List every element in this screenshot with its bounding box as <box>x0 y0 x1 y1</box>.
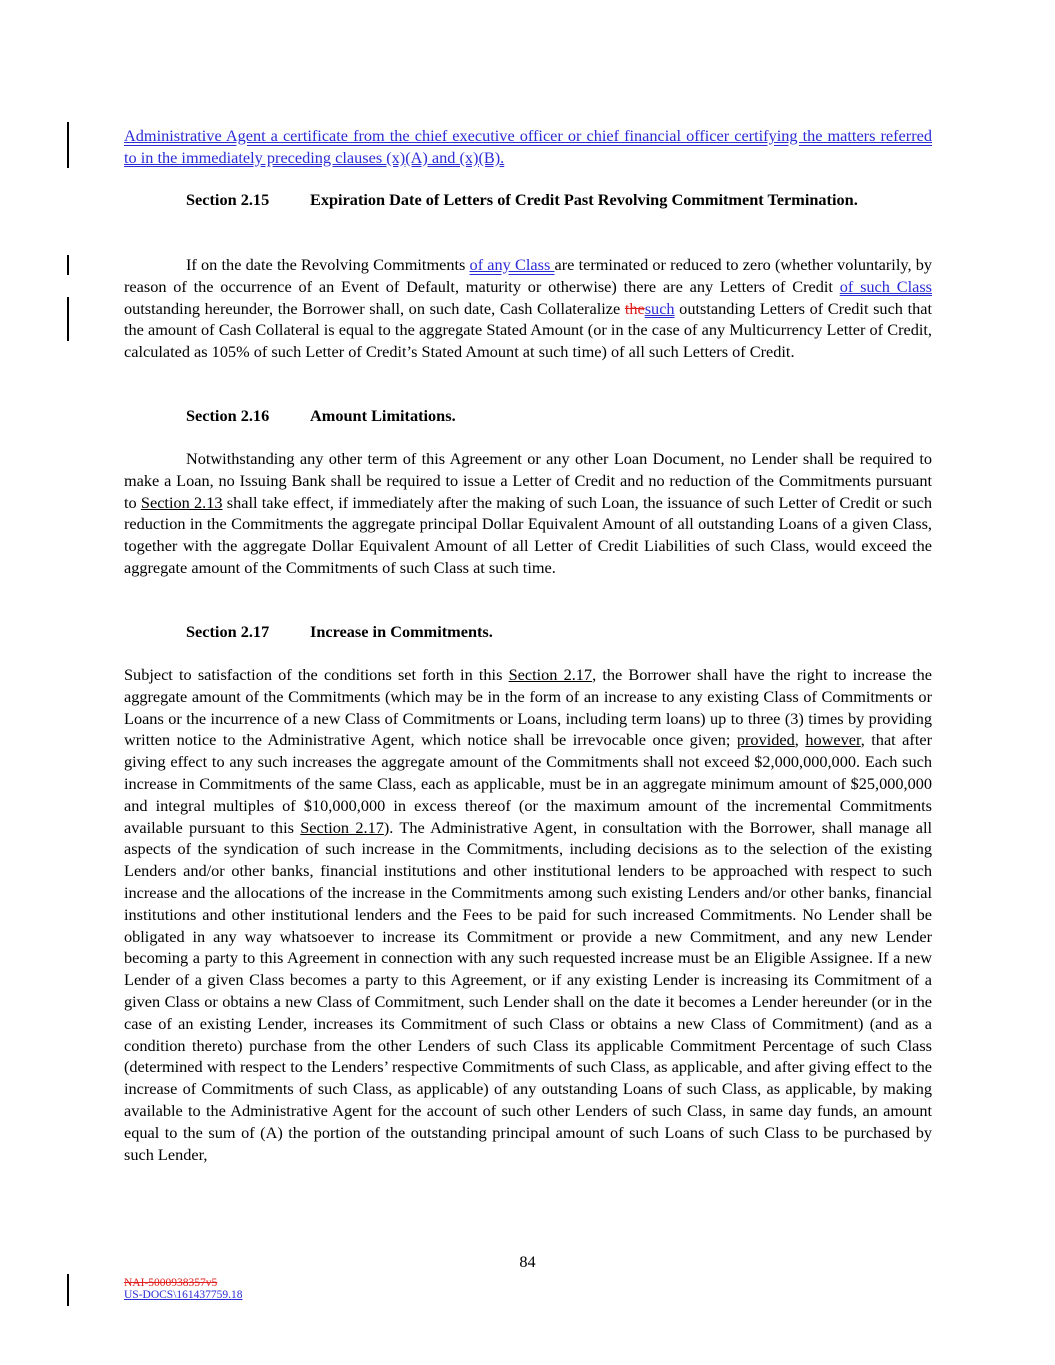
text: are terminated or reduced to zero (whether voluntarily, by reason of the occurrence of an Event of Default, maturity or otherwise) there are any Letters of Credit <box>124 255 932 296</box>
text: outstanding hereunder, the Borrower shall, on such date, Cash Collateralize <box>124 298 625 318</box>
cross-reference: Section 2.17 <box>508 665 593 684</box>
document-id-footer <box>124 1277 243 1301</box>
inserted-doc-id: US-DOCS\161437759.18 <box>124 1289 243 1301</box>
text: , <box>794 730 806 750</box>
section-heading-2-15 <box>186 189 932 211</box>
text: ). The Administrative Agent, in consultation with the Borrower, shall manage all aspects of the syndication of such increase in the Commitments, including decisions as to the selection of the existing Lenders and/or other banks, financial institutions and other institutional lenders to be approached with respect to such increase and the allocations of the increase in the Commitments among such existing Lenders and/or other banks, financial institutions and other institutional lenders and the Fees to be paid for such increased Commitments. No Lender shall be obligated in any way whatsoever to increase its Commitment or provide a new Commitment, and any new Lender becoming a party to this Agreement in connection with any such requested increase must be an Eligible Assignee. If a new Lender of a given Class becomes a party to this Agreement, or if any existing Lender is increasing its Commitment of a given Class or obtains a new Class of Commitment, such Lender shall on the date it becomes a Lender hereunder (or in the case of an existing Lender, increases its Commitment of such Class or obtains a new Class of Commitment) (and as a condition thereto) purchase from the other Lenders of such Class its applicable Commitment Percentage of such Class (determined with respect to the Lenders’ respective Commitments of such Class, as applicable, and after giving effect to the increase of Commitments of such Class, as applicable) of any outstanding Loans of such Class, as applicable, by making available to the Administrative Agent for the account of such other Lenders of such Class, in same day funds, an amount equal to the sum of (A) the portion of the outstanding principal amount of such Loans of such Class to be purchased by such Lender, <box>124 817 933 1164</box>
section-title: Amount Limitations. <box>310 406 456 425</box>
section-2-17-body <box>124 664 932 1165</box>
text: , that after giving effect to any such increases the aggregate amount of the Commitments shall not exceed $2,000,000,000. Each such increase in Commitments of the same Class, each as applicable, must be in an aggregate minimum amount of $25,000,000 and integral multiples of $10,000,000 in excess thereof (or the maximum amount of the incremental Commitments available pursuant to this <box>124 730 932 837</box>
text: shall take effect, if immediately after the making of such Loan, the issuance of such Letter of Credit or such reduction in the Commitments the aggregate principal Dollar Equivalent Amount of all outstanding Loans of a given Class, together with the aggregate Dollar Equivalent Amount of all Letter of Credit Liabilities of such Class, would exceed the aggregate amount of the Commitments of such Class at such time. <box>124 492 932 577</box>
cross-reference: Section 2.17 <box>300 817 384 837</box>
text: Subject to satisfaction of the conditions set forth in this <box>124 665 509 684</box>
deleted-text: the <box>624 298 645 318</box>
section-2-16-body <box>124 448 932 579</box>
inserted-text: of such Class <box>839 276 932 296</box>
change-bar <box>67 297 69 341</box>
text: outstanding Letters of Credit such that the amount of Cash Collateral is equal to the aggregate Stated Amount (or in the case of any Multicurrency Letter of Credit, calculated as 105% of such Letter of Credit’s Stated Amount at such time) of all such Letters of Credit. <box>124 298 932 362</box>
text: , the Borrower shall have the right to increase the aggregate amount of the Commitments (which may be in the form of an increase to any existing Class of Commitments or Loans or the incurrence of a new Class of Commitments or Loans, including term loans) up to three (3) times by providing written notice to the Administrative Agent, which notice shall be irrevocable once given; <box>124 665 932 750</box>
section-number: Section 2.16 <box>186 406 270 425</box>
continued-paragraph <box>124 125 932 169</box>
section-2-15-body <box>124 254 932 363</box>
section-number: Section 2.17 <box>186 622 270 641</box>
deleted-doc-id: NAI-5000938357v5 <box>124 1277 218 1289</box>
page-number: 84 <box>519 1252 536 1271</box>
inserted-text: of any Class <box>469 255 555 274</box>
inserted-text: Administrative Agent a certificate from the chief executive officer or chief financial officer certifying the matters referred to in the immediately preceding clauses (x)(A) and (x)(B). <box>124 126 932 167</box>
section-heading-2-17 <box>186 621 932 643</box>
defined-term: provided <box>736 730 795 750</box>
change-bar <box>67 122 69 168</box>
section-number: Section 2.15 <box>186 190 270 209</box>
section-title: Increase in Commitments. <box>310 622 493 641</box>
text: If on the date the Revolving Commitments <box>186 255 470 274</box>
inserted-text: such <box>644 298 675 318</box>
change-bar <box>67 255 69 275</box>
section-heading-2-16 <box>186 405 932 427</box>
text: Notwithstanding any other term of this Agreement or any other Loan Document, no Lender shall be required to make a Loan, no Issuing Bank shall be required to issue a Letter of Credit and no reduction of the Commitments pursuant to <box>124 449 932 512</box>
defined-term: however <box>805 730 861 750</box>
cross-reference: Section 2.13 <box>140 492 223 512</box>
section-title: Expiration Date of Letters of Credit Past Revolving Commitment Termination. <box>310 190 858 209</box>
change-bar <box>67 1274 69 1306</box>
